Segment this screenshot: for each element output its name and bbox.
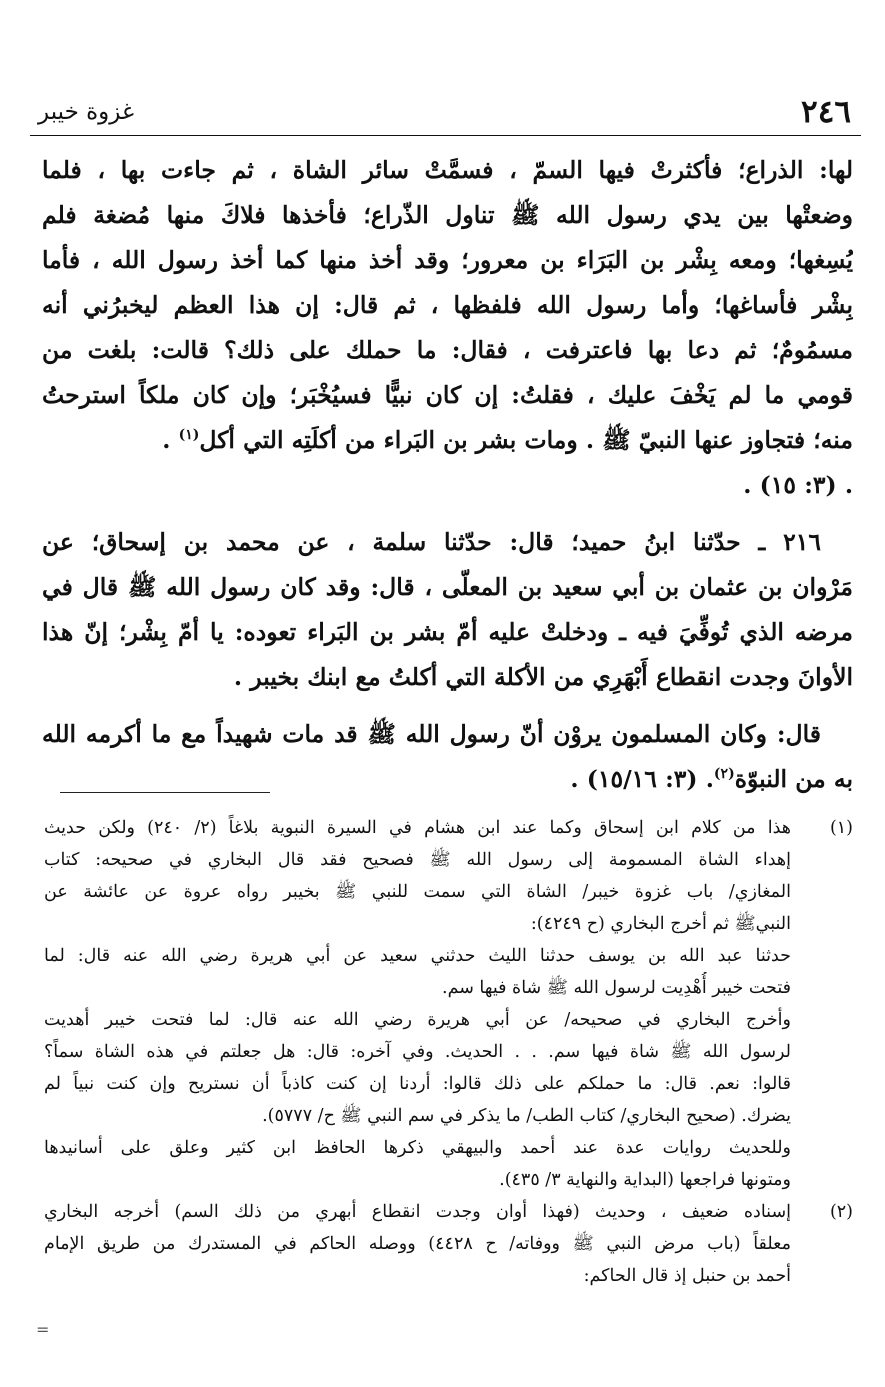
- footnote-line: إسناده ضعيف ، وحديث (فهذا أوان وجدت انقطاع أبهري من ذلك السم) أخرجه البخاري: [44, 1202, 791, 1222]
- footnote-number: (١): [829, 818, 853, 838]
- citation-line: . (٣: ١٥) .: [743, 471, 853, 499]
- footnote-line: فتحت خيبر أُهْدِيت لرسول الله ﷺ شاة فيها سم.: [442, 978, 791, 998]
- text-segment: به من النبوّة: [734, 765, 853, 793]
- text-line: الأوانَ وجدت انقطاع أَبْهَرِي من الأكلة التي أكلتُ مع ابنك بخيبر .: [233, 663, 853, 691]
- footnote-separator: [60, 792, 270, 793]
- footnote-line: وأخرج البخاري في صحيحه/ عن أبي هريرة رضي الله عنه قال: لما فتحت خيبر أهديت: [44, 1010, 791, 1030]
- footnote-2: [44, 1196, 853, 1292]
- paragraph-gap: [42, 700, 853, 712]
- text-line: لها: الذراع؛ فأكثرتْ فيها السمّ ، فسمَّتْ سائر الشاة ، ثم جاءت بها ، فلما: [42, 156, 853, 184]
- paragraph-gap: [42, 508, 853, 520]
- footnote-1: [44, 812, 853, 1196]
- text-line: [42, 418, 853, 463]
- footnote-line: هذا من كلام ابن إسحاق وكما عند ابن هشام في السيرة النبوية بلاغاً (٢/ ٢٤٠) ولكن حديث: [44, 818, 791, 838]
- page-header: [30, 92, 861, 136]
- footnote-line: إهداء الشاة المسمومة إلى رسول الله ﷺ فصحيح فقد قال البخاري في صحيحه: كتاب: [44, 850, 791, 870]
- text-line: وضعتْها بين يدي رسول الله ﷺ تناول الذّراع؛ فأخذها فلاكَ منها مُضغة فلم: [42, 201, 853, 229]
- footnote-line: يضرك. (صحيح البخاري/ كتاب الطب/ ما يذكر في سم النبي ﷺ ح/ ٥٧٧٧).: [262, 1106, 791, 1126]
- text-line: يُسِغها؛ ومعه بِشْر بن البَرَاء بن معرور؛ وقد أخذ منها كما أخذ رسول الله ، فأما: [42, 246, 853, 274]
- footnote-ref-2[interactable]: (٢): [713, 766, 735, 783]
- text-line: مسمُومٌ؛ ثم دعا بها فاعترفت ، فقال: ما حملك على ذلك؟ قالت: بلغت من: [42, 336, 853, 364]
- text-segment: .: [162, 426, 179, 454]
- footnote-line: لرسول الله ﷺ شاة فيها سم. . . الحديث. وفي آخره: قال: هل جعلتم في هذه الشاة سماً؟: [44, 1042, 791, 1062]
- text-line: مرضه الذي تُوفِّيَ فيه ـ ودخلتْ عليه أمّ بشر بن البَراء تعوده: يا أمّ بِشْر؛ إنّ هذا: [42, 618, 853, 646]
- footnote-line: النبيﷺ ثم أخرج البخاري (ح ٤٢٤٩):: [530, 914, 791, 934]
- running-title: غزوة خيبر: [38, 99, 134, 125]
- footnotes: [44, 812, 853, 1292]
- footnote-line: ومتونها فراجعها (البداية والنهاية ٣/ ٤٣٥).: [499, 1170, 791, 1190]
- text-segment: منه؛ فتجاوز عنها النبيّ ﷺ . ومات بشر بن البَراء من أكلَتِه التي أكل: [199, 426, 853, 454]
- header-rule: [30, 135, 861, 136]
- footnote-line: معلقاً (باب مرض النبي ﷺ ووفاته/ ح ٤٤٢٨) ووصله الحاكم في المستدرك من طريق الإمام: [44, 1234, 791, 1254]
- footnote-ref-1[interactable]: (١): [178, 427, 200, 444]
- page-number: ٢٤٦: [801, 94, 851, 130]
- narration-216-line: ٢١٦ ـ حدّثنا ابنُ حميد؛ قال: حدّثنا سلمة ، عن محمد بن إسحاق؛ عن: [42, 528, 821, 556]
- text-line: بِشْر فأساغها؛ وأما رسول الله فلفظها ، ثم قال: إن هذا العظم ليخبرُني أنه: [42, 291, 853, 319]
- text-segment: . (٣: ١٥/١٦) .: [570, 765, 714, 793]
- footnote-line: حدثنا عبد الله بن يوسف حدثنا الليث حدثني سعيد عن أبي هريرة رضي الله عنه قال: لما: [44, 946, 791, 966]
- text-line: مَرْوان بن عثمان بن أبي سعيد بن المعلّى ، قال: وقد كان رسول الله ﷺ قال في: [42, 573, 853, 601]
- text-line: [42, 757, 853, 802]
- footnote-line: قالوا: نعم. قال: ما حملكم على ذلك قالوا: أردنا إن كنت كاذباً أن نستريح وإن كنت نبياً لم: [44, 1074, 791, 1094]
- footnote-line: المغازي/ باب غزوة خيبر/ الشاة التي سمت للنبي ﷺ بخيبر رواه عروة عن عائشة عن: [44, 882, 791, 902]
- main-text: [42, 148, 853, 802]
- margin-mark: =: [36, 1320, 50, 1339]
- text-line: قومي ما لم يَخْفَ عليك ، فقلتُ: إن كان نبيًّا فسيُخْبَر؛ وإن كان ملكاً استرحتُ: [42, 381, 853, 409]
- text-line: قال: وكان المسلمون يروْن أنّ رسول الله ﷺ قد مات شهيداً مع ما أكرمه الله: [42, 720, 821, 748]
- footnote-number: (٢): [829, 1202, 853, 1222]
- footnote-line: وللحديث روايات عدة عند أحمد والبيهقي ذكرها الحافظ ابن كثير وعلق على أسانيدها: [44, 1138, 791, 1158]
- footnote-line: أحمد بن حنبل إذ قال الحاكم:: [583, 1266, 791, 1286]
